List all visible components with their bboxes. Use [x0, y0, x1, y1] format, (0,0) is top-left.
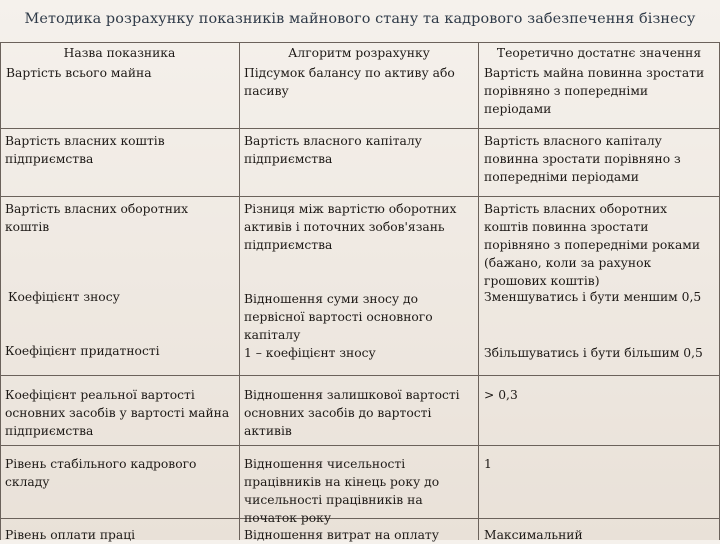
table-cell: Вартість власних оборотних коштів повинна зростати порівняно з попередніми роками (бажано, коли за рахунок грошових коштів) [484, 202, 701, 288]
table-cell: Вартість власного капіталу підприємства [244, 134, 422, 166]
table-cell: > 0,3 [484, 388, 518, 402]
table-cell: Відношення чисельності працівників на кінець року до чисельності працівників на початок року [244, 457, 440, 525]
page-title: Методика розрахунку показників майнового стану та кадрового забезпечення бізнесу [24, 11, 696, 27]
table-cell: Різниця між вартістю оборотних активів і поточних зобов'язань підприємства [244, 202, 457, 252]
table-rule [0, 196, 720, 197]
table-cell: Збільшуватись і бути більшим 0,5 [484, 346, 703, 360]
table-rule [0, 128, 720, 129]
table-rule [239, 42, 240, 540]
table-rule [0, 42, 720, 43]
table-cell: Відношення залишкової вартості основних засобів до вартості активів [244, 388, 460, 438]
table-cell: Вартість власних оборотних коштів [5, 202, 189, 234]
table-cell: Коефіцієнт придатності [5, 344, 160, 358]
column-header-value: Теоретично достатнє значення [496, 46, 702, 60]
table-rule [0, 42, 1, 540]
table-rule [0, 375, 720, 376]
table-cell: Вартість власного капіталу повинна зростати порівняно з попередніми періодами [484, 134, 681, 184]
table-rule [0, 445, 720, 446]
table-cell: Відношення суми зносу до первісної вартості основного капіталу [244, 292, 433, 342]
table-cell: Коефіцієнт зносу [8, 290, 120, 304]
column-header-indicator: Назва показника [63, 46, 176, 60]
table-cell: Вартість майна повинна зростати порівняно з попередніми періодами [484, 66, 705, 116]
table-cell: Підсумок балансу по активу або пасиву [244, 66, 455, 98]
table-cell: Рівень стабільного кадрового складу [5, 457, 197, 489]
table-rule [478, 42, 479, 540]
table-cell: Вартість всього майна [6, 66, 152, 80]
table-cell: Коефіцієнт реальної вартості основних засобів у вартості майна підприємства [5, 388, 230, 438]
table-cell: Зменшуватись і бути меншим 0,5 [484, 290, 702, 304]
indicators-table [0, 42, 720, 540]
table-cell: Рівень оплати праці [5, 528, 136, 542]
table-cell: Вартість власних коштів підприємства [5, 134, 165, 166]
column-header-algorithm: Алгоритм розрахунку [288, 46, 430, 60]
table-cell: Відношення витрат на оплату [244, 528, 439, 542]
table-cell: 1 [484, 457, 492, 471]
table-cell: Максимальний [484, 528, 583, 542]
table-cell: 1 – коефіцієнт зносу [244, 346, 376, 360]
